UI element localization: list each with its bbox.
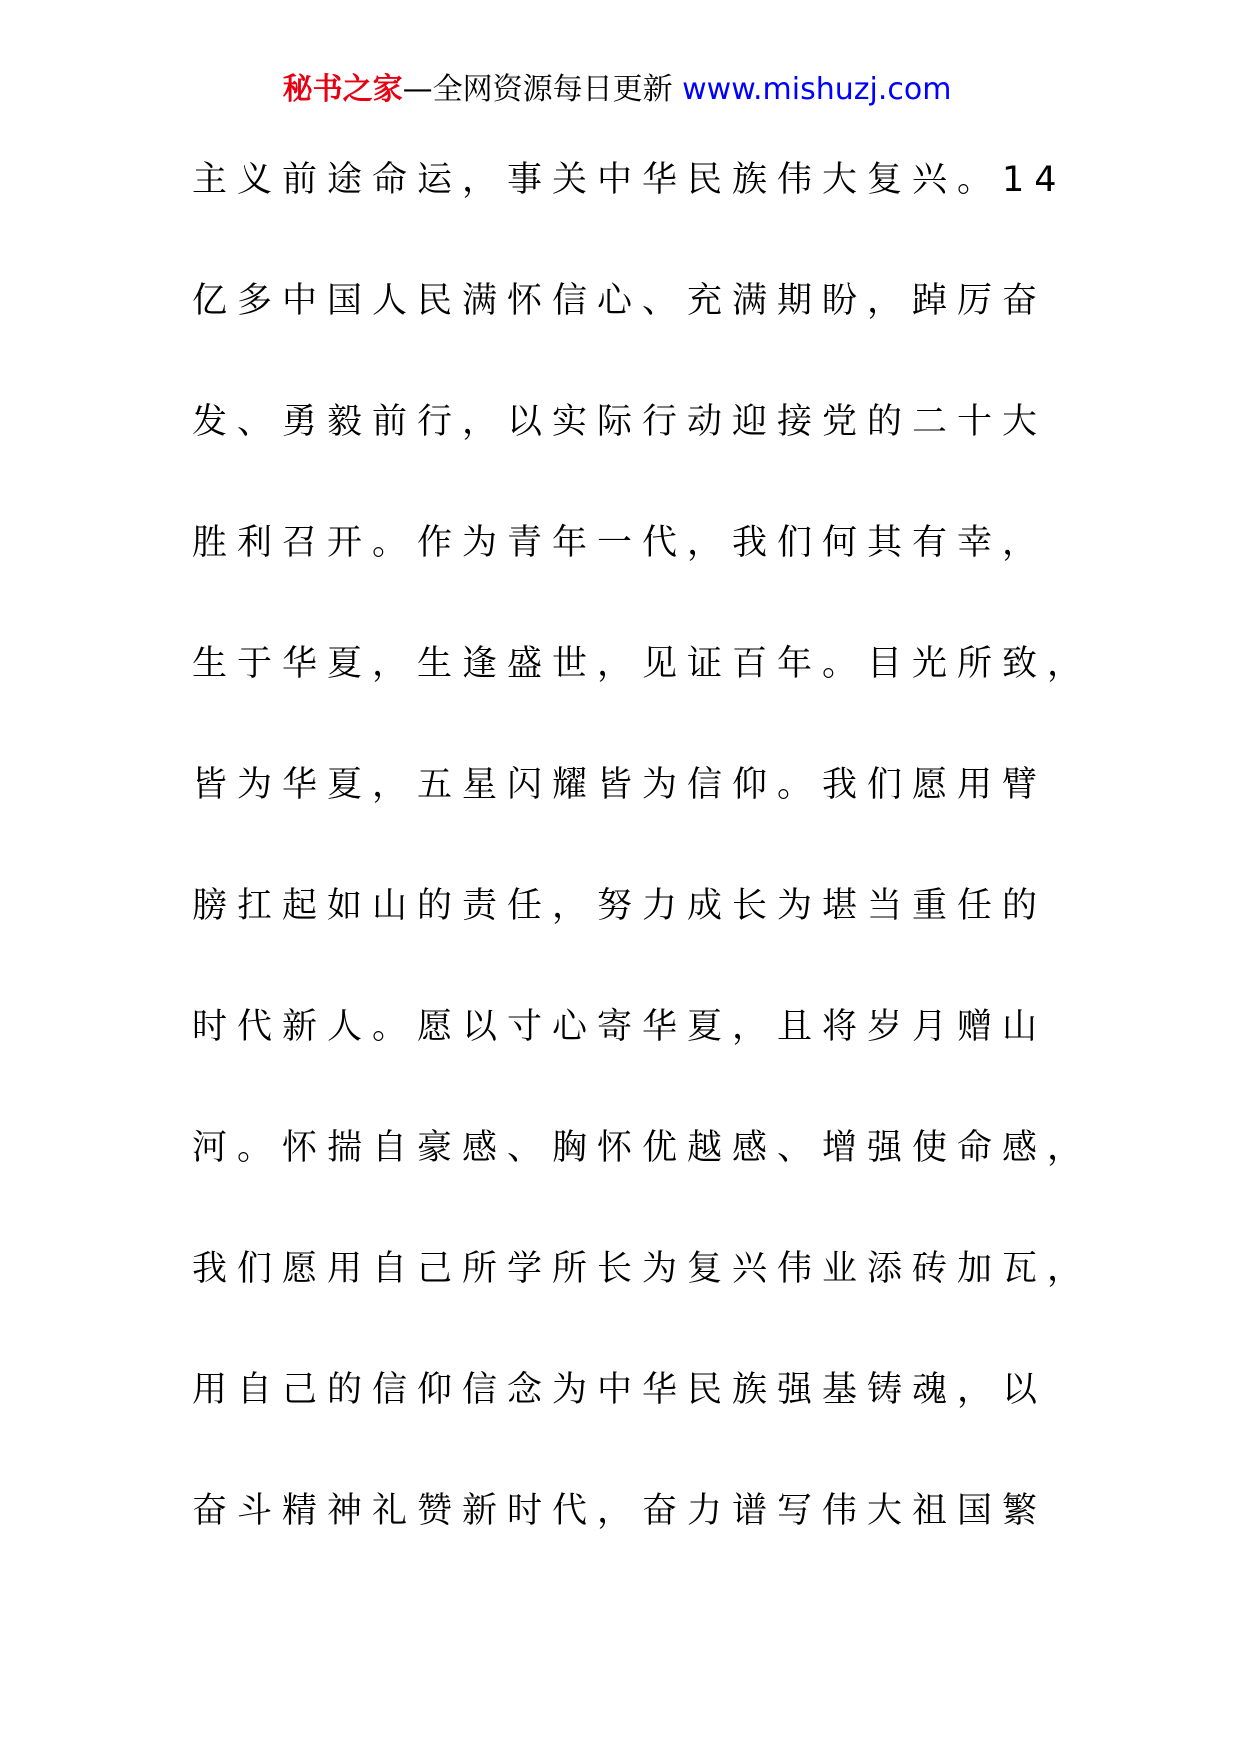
text-line: 发、勇毅前行，以实际行动迎接党的二十大 bbox=[192, 402, 1048, 442]
body-text bbox=[192, 155, 1092, 1607]
page-header bbox=[0, 70, 1234, 110]
text-line: 皆为华夏，五星闪耀皆为信仰。我们愿用臂 bbox=[192, 765, 1048, 805]
text-line: 河。怀揣自豪感、胸怀优越感、增强使命感， bbox=[192, 1128, 1093, 1168]
header-tagline: —全网资源每日更新 bbox=[402, 72, 673, 107]
text-line: 亿多中国人民满怀信心、充满期盼，踔厉奋 bbox=[192, 281, 1048, 321]
text-line: 主义前途命运，事关中华民族伟大复兴。14 bbox=[192, 160, 1067, 200]
text-line: 膀扛起如山的责任，努力成长为堪当重任的 bbox=[192, 886, 1048, 926]
text-line: 奋斗精神礼赞新时代，奋力谱写伟大祖国繁 bbox=[192, 1491, 1048, 1531]
text-line: 时代新人。愿以寸心寄华夏，且将岁月赠山 bbox=[192, 1007, 1048, 1047]
text-line: 我们愿用自己所学所长为复兴伟业添砖加瓦， bbox=[192, 1249, 1093, 1289]
text-line: 生于华夏，生逢盛世，见证百年。目光所致， bbox=[192, 644, 1093, 684]
website-link[interactable]: www.mishuzj.com bbox=[682, 72, 952, 107]
text-line: 用自己的信仰信念为中华民族强基铸魂，以 bbox=[192, 1370, 1048, 1410]
brand-name: 秘书之家 bbox=[282, 72, 403, 107]
text-line: 胜利召开。作为青年一代，我们何其有幸， bbox=[192, 523, 1048, 563]
